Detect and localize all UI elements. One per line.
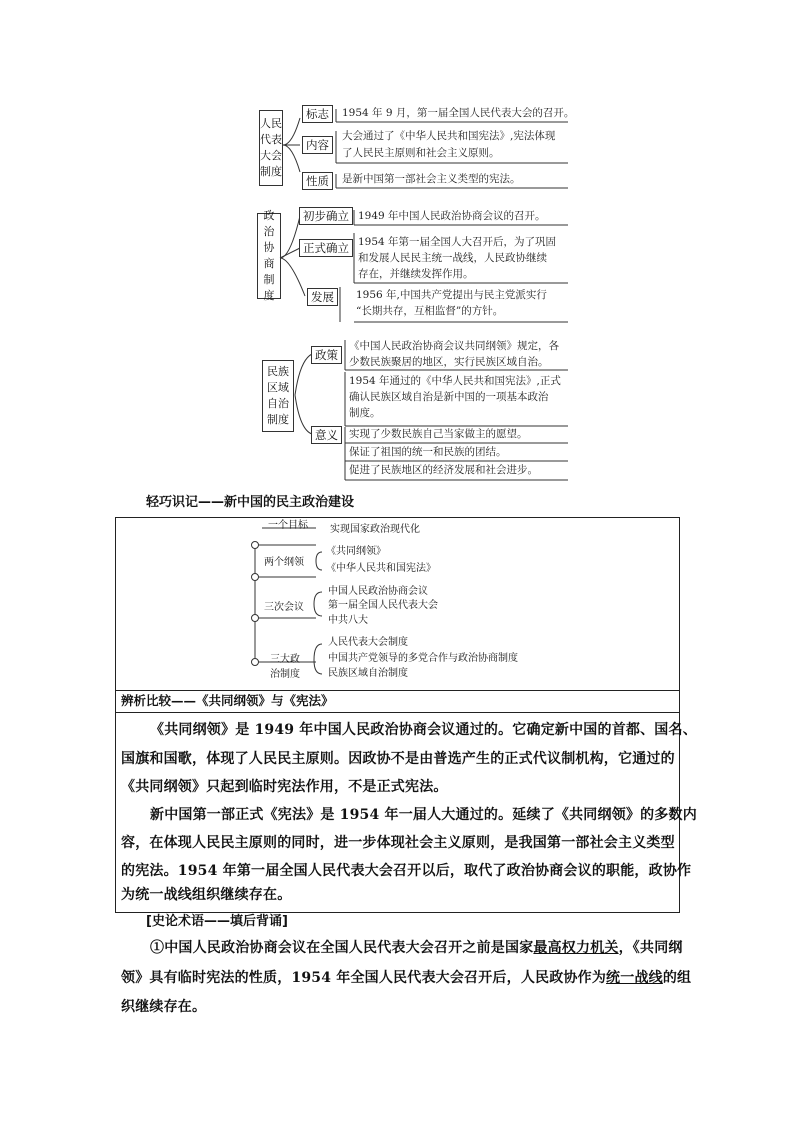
label-sign: 标志 (302, 105, 333, 123)
analysis-para1-line1: 《共同纲领》是 1949 年中国人民政治协商会议通过的。它确定新中国的首都、国名、 (150, 722, 697, 738)
analysis-para2-line3: 的宪法。1954 年第一届全国人民代表大会召开以后，取代了政治协商会议的职能，政协作 (121, 863, 692, 879)
terms-heading: [史论术语——填后背诵] (146, 914, 288, 929)
memory-heading: 轻巧识记——新中国的民主政治建设 (146, 495, 355, 510)
mm-item-systems-2: 中国共产党领导的多党合作与政治协商制度 (328, 653, 518, 664)
terms-line2-post: 的组 (662, 970, 692, 986)
label-initial: 初步确立 (299, 207, 353, 225)
analysis-heading: 辨析比较——《共同纲领》与《宪法》 (121, 693, 334, 708)
desc-significance-1: 实现了少数民族自己当家做主的愿望。 (349, 428, 528, 440)
desc-development-1: 1956 年,中国共产党提出与民主党派实行 (356, 289, 547, 301)
desc-formal-2: 和发展人民民主统一战线，人民政协继续 (358, 252, 547, 264)
terms-line2-pre: 领》具有临时宪法的性质，1954 年全国人民代表大会召开后，人民政协作为 (121, 970, 607, 986)
mm-item-goal-1: 实现国家政治现代化 (330, 524, 420, 535)
desc-development-2: “长期共存，互相监督”的方针。 (356, 305, 504, 317)
mm-label-goal: 一个目标 (268, 520, 308, 531)
mm-item-meetings-3: 中共八大 (328, 615, 368, 626)
analysis-para2-line4: 为统一战线组织继续存在。 (121, 887, 292, 903)
mm-item-meetings-2: 第一届全国人民代表大会 (328, 600, 438, 611)
analysis-para1-line3: 《共同纲领》只起到临时宪法作用，不是正式宪法。 (121, 779, 448, 795)
terms-line2 (121, 964, 691, 992)
label-policy: 政策 (311, 346, 342, 364)
desc-formal-3: 存在，并继续发挥作用。 (358, 268, 474, 280)
mm-item-systems-1: 人民代表大会制度 (328, 637, 408, 648)
mm-label-systems-2: 治制度 (270, 669, 300, 680)
desc-formal-1: 1954 年第一届全国人大召开后，为了巩固 (358, 236, 557, 248)
desc-initial: 1949 年中国人民政治协商会议的召开。 (358, 210, 546, 222)
root-box-political-consultation (257, 209, 281, 302)
terms-line1 (150, 934, 683, 962)
desc-significance-3: 促进了民族地区的经济发展和社会进步。 (349, 464, 538, 476)
desc-nature: 是新中国第一部社会主义类型的宪法。 (342, 173, 521, 185)
mm-label-programs: 两个纲领 (264, 557, 304, 568)
desc-policy-3: 1954 年通过的《中华人民共和国宪法》,正式 (349, 375, 561, 387)
desc-content-1: 大会通过了《中华人民共和国宪法》,宪法体现 (342, 130, 556, 142)
analysis-para2-line1: 新中国第一部正式《宪法》是 1954 年一届人大通过的。延续了《共同纲领》的多数内 (150, 807, 697, 823)
mm-item-meetings-1: 中国人民政治协商会议 (328, 586, 428, 597)
mm-item-programs-2: 《中华人民共和国宪法》 (326, 563, 436, 574)
analysis-para2-line2: 容，在体现人民民主原则的同时，进一步体现社会主义原则，是我国第一部社会主义类型 (121, 835, 675, 851)
desc-significance-2: 保证了祖国的统一和民族的团结。 (349, 446, 507, 458)
terms-line1-pre: ①中国人民政治协商会议在全国人民代表大会召开之前是国家 (150, 940, 534, 956)
analysis-para1-rule (115, 712, 679, 713)
frame-divider (115, 690, 679, 691)
terms-line3: 织继续存在。 (121, 999, 207, 1015)
terms-line1-post: ，《共同纲 (618, 940, 683, 956)
terms-fill-2: 统一战线 (606, 970, 663, 986)
root-label: 政治协商制度 (263, 209, 275, 302)
label-content: 内容 (302, 136, 333, 154)
desc-policy-1: 《中国人民政治协商会议共同纲领》规定，各 (349, 340, 559, 352)
mm-item-programs-1: 《共同纲领》 (326, 546, 386, 557)
mm-label-systems-1: 三大政 (270, 654, 300, 665)
root-box-people-congress (259, 110, 283, 186)
desc-policy-5: 制度。 (349, 407, 381, 419)
root-label: 民族区域自治制度 (267, 365, 289, 426)
mm-label-meetings: 三次会议 (264, 602, 304, 613)
root-label: 人民代表大会制度 (260, 117, 282, 178)
label-development: 发展 (307, 288, 338, 306)
label-formal: 正式确立 (299, 239, 353, 257)
analysis-para1-line2: 国旗和国歌，体现了人民民主原则。因政协不是由普选产生的正式代议制机构，它通过的 (121, 751, 675, 767)
desc-sign: 1954 年 9 月，第一届全国人民代表大会的召开。 (342, 107, 575, 119)
desc-policy-2: 少数民族聚居的地区，实行民族区域自治。 (349, 356, 549, 368)
root-box-ethnic-autonomy (262, 360, 294, 432)
label-nature: 性质 (302, 172, 333, 190)
mm-item-systems-3: 民族区域自治制度 (328, 668, 408, 679)
desc-content-2: 了人民民主原则和社会主义原则。 (342, 147, 500, 159)
desc-policy-4: 确认民族区域自治是新中国的一项基本政治 (349, 391, 549, 403)
label-significance: 意义 (311, 426, 342, 444)
terms-fill-1: 最高权力机关 (533, 940, 619, 956)
